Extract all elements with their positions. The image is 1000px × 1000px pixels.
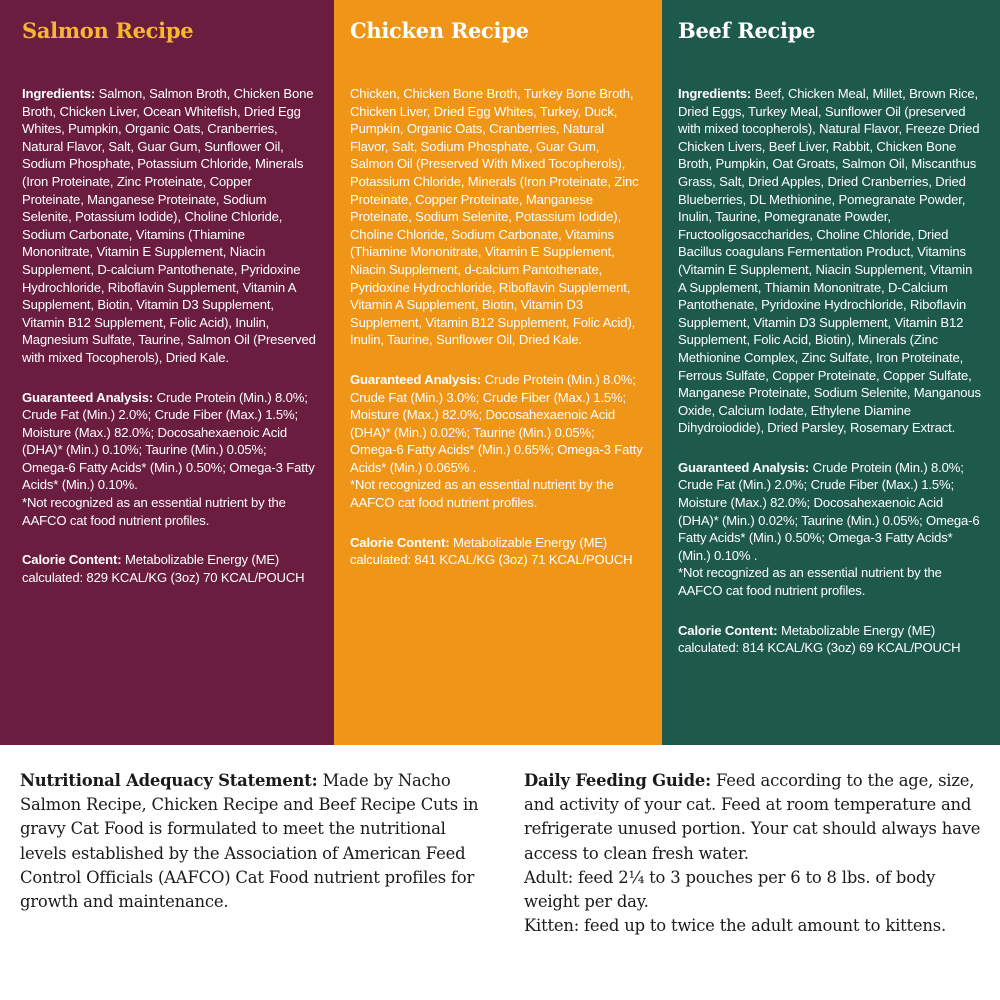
- chicken-calories: [350, 534, 644, 569]
- adequacy-text: Made by Nacho Salmon Recipe, Chicken Recipe and Beef Recipe Cuts in gravy Cat Food is formulated to meet the nutritional levels established by the Association of American Feed Control Officials (AAFCO) Cat Food nutrient profiles for growth and maintenance.: [20, 771, 479, 912]
- chicken-calorie-text: Metabolizable Energy (ME) calculated: 841 KCAL/KG (3oz) 71 KCAL/POUCH: [350, 534, 633, 568]
- salmon-calorie-label: Calorie Content:: [22, 552, 122, 568]
- chicken-analysis-label: Guaranteed Analysis:: [350, 371, 482, 387]
- beef-ingredients: [678, 85, 982, 437]
- chicken-analysis-text: Crude Protein (Min.) 8.0%; Crude Fat (Min.) 3.0%; Crude Fiber (Max.) 1.5%; Moisture (Max.) 82.0%; Docosahexaenoic Acid (DHA)* (Min.) 0.02%; Taurine (Min.) 0.05%; Omega-6 Fatty Acids* (Min.) 0.65%; Omega-3 Fatty Acids* (Min.) 0.065% .: [350, 371, 643, 475]
- salmon-ingredients: [22, 85, 316, 367]
- feeding-adult: Adult: feed 2¼ to 3 pouches per 6 to 8 lbs. of body weight per day.: [524, 867, 936, 912]
- chicken-recipe-column: [334, 0, 662, 745]
- chicken-analysis: [350, 371, 644, 477]
- feeding-panel: [502, 745, 1000, 1000]
- beef-ingredients-text: Beef, Chicken Meal, Millet, Brown Rice, Dried Eggs, Turkey Meal, Sunflower Oil (preserved with mixed tocopherols), Natural Flavor, Freeze Dried Chicken Livers, Beef Liver, Rabbit, Chicken Bone Broth, Pumpkin, Oat Groats, Salmon Oil, Miscanthus Grass, Salt, Dried Apples, Dried Cranberries, Dried Blueberries, DL Methionine, Pomegranate Powder, Inulin, Taurine, Pomegranate Powder, Fructooligosaccharides, Choline Chloride, Dried Bacillus coagulans Fermentation Product, Vitamins (Vitamin E Supplement, Niacin Supplement, Vitamin A Supplement, Thiamin Mononitrate, D-Calcium Pantothenate, Pyridoxine Hydrochloride, Riboflavin Supplement, Vitamin D3 Supplement, Vitamin B12 Supplement, Folic Acid, Biotin), Minerals (Zinc Methionine Complex, Zinc Sulfate, Iron Proteinate, Ferrous Sulfate, Copper Proteinate, Copper Sulfate, Manganese Proteinate, Sodium Selenite, Manganous Oxide, Calcium Iodate, Ethylene Diamine Dihydroiodide), Dried Parsley, Rosemary Extract.: [678, 86, 981, 436]
- salmon-calories: [22, 551, 316, 586]
- beef-analysis: [678, 459, 982, 565]
- feeding-text: Feed according to the age, size, and activity of your cat. Feed at room temperature and refrigerate unused portion. Your cat should always have access to clean fresh water.: [524, 771, 981, 863]
- salmon-recipe-title: Salmon Recipe: [22, 18, 194, 43]
- salmon-recipe-column: [0, 0, 334, 745]
- salmon-aafco-note: *Not recognized as an essential nutrient by the AAFCO cat food nutrient profiles.: [22, 495, 286, 528]
- chicken-aafco-note: *Not recognized as an essential nutrient by the AAFCO cat food nutrient profiles.: [350, 477, 614, 511]
- adequacy-statement: [20, 769, 484, 914]
- salmon-analysis: [22, 389, 316, 495]
- feeding-guide: [524, 769, 982, 866]
- beef-aafco-note: *Not recognized as an essential nutrient by the AAFCO cat food nutrient profiles.: [678, 565, 942, 599]
- beef-recipe-title: Beef Recipe: [678, 18, 816, 43]
- beef-ingredients-label: Ingredients:: [678, 86, 752, 101]
- chicken-ingredients-text: Chicken, Chicken Bone Broth, Turkey Bone Broth, Chicken Liver, Dried Egg Whites, Turkey, Duck, Pumpkin, Organic Oats, Cranberries, Natural Flavor, Salt, Sodium Phosphate, Guar Gum, Salmon Oil (Preserved With Mixed Tocopherols), Potassium Chloride, Minerals (Iron Proteinate, Zinc Proteinate, Copper Proteinate, Manganese Proteinate, Sodium Selenite, Potassium Iodide), Choline Chloride, Sodium Carbonate, Vitamins (Thiamine Mononitrate, Vitamin E Supplement, Niacin Supplement, d-calcium Pantothenate, Pyridoxine Hydrochloride, Riboflavin Supplement, Vitamin A Supplement, Biotin, Vitamin D3 Supplement, Vitamin B12 Supplement, Folic Acid), Inulin, Taurine, Sunflower Oil, Dried Kale.: [350, 86, 639, 348]
- feeding-label: Daily Feeding Guide:: [524, 771, 711, 790]
- beef-calories: [678, 622, 982, 657]
- salmon-calorie-text: Metabolizable Energy (ME) calculated: 829 KCAL/KG (3oz) 70 KCAL/POUCH: [22, 552, 305, 585]
- beef-calorie-text: Metabolizable Energy (ME) calculated: 814 KCAL/KG (3oz) 69 KCAL/POUCH: [678, 622, 961, 656]
- chicken-ingredients: [350, 85, 644, 349]
- feeding-kitten: Kitten: feed up to twice the adult amount to kittens.: [524, 916, 946, 936]
- bottom-info: [0, 745, 1000, 1000]
- beef-analysis-label: Guaranteed Analysis:: [678, 459, 810, 475]
- salmon-analysis-text: Crude Protein (Min.) 8.0%; Crude Fat (Min.) 2.0%; Crude Fiber (Max.) 1.5%; Moisture (Max.) 82.0%; Docosahexaenoic Acid (DHA)* (Min.) 0.10%; Taurine (Min.) 0.05%; Omega-6 Fatty Acids* (Min.) 0.50%; Omega-3 Fatty Acids* (Min.) 0.10%.: [22, 389, 315, 493]
- adequacy-panel: [0, 745, 502, 1000]
- beef-analysis-text: Crude Protein (Min.) 8.0%; Crude Fat (Min.) 2.0%; Crude Fiber (Max.) 1.5%; Moisture (Max.) 82.0%; Docosahexaenoic Acid (DHA)* (Min.) 0.02%; Taurine (Min.) 0.05%; Omega-6 Fatty Acids* (Min.) 0.50%; Omega-3 Fatty Acids* (Min.) 0.10% .: [678, 459, 980, 563]
- salmon-analysis-label: Guaranteed Analysis:: [22, 389, 154, 405]
- salmon-ingredients-label: Ingredients:: [22, 86, 96, 101]
- chicken-calorie-label: Calorie Content:: [350, 534, 450, 550]
- adequacy-label: Nutritional Adequacy Statement:: [20, 771, 318, 790]
- beef-recipe-column: [662, 0, 1000, 745]
- salmon-ingredients-text: Salmon, Salmon Broth, Chicken Bone Broth, Chicken Liver, Ocean Whitefish, Dried Egg Whites, Pumpkin, Organic Oats, Cranberries, Natural Flavor, Salt, Guar Gum, Sunflower Oil, Sodium Phosphate, Potassium Chloride, Minerals (Iron Proteinate, Zinc Proteinate, Copper Proteinate, Manganese Proteinate, Sodium Selenite, Potassium Iodide), Choline Chloride, Sodium Carbonate, Vitamins (Thiamine Mononitrate, Vitamin E Supplement, Niacin Supplement, D-calcium Pantothenate, Pyridoxine Hydrochloride, Riboflavin Supplement, Vitamin A Supplement, Biotin, Vitamin D3 Supplement, Vitamin B12 Supplement, Folic Acid), Inulin, Magnesium Sulfate, Taurine, Salmon Oil (Preserved with mixed Tocopherols), Dried Kale.: [22, 86, 316, 365]
- beef-calorie-label: Calorie Content:: [678, 622, 778, 638]
- chicken-recipe-title: Chicken Recipe: [350, 18, 529, 43]
